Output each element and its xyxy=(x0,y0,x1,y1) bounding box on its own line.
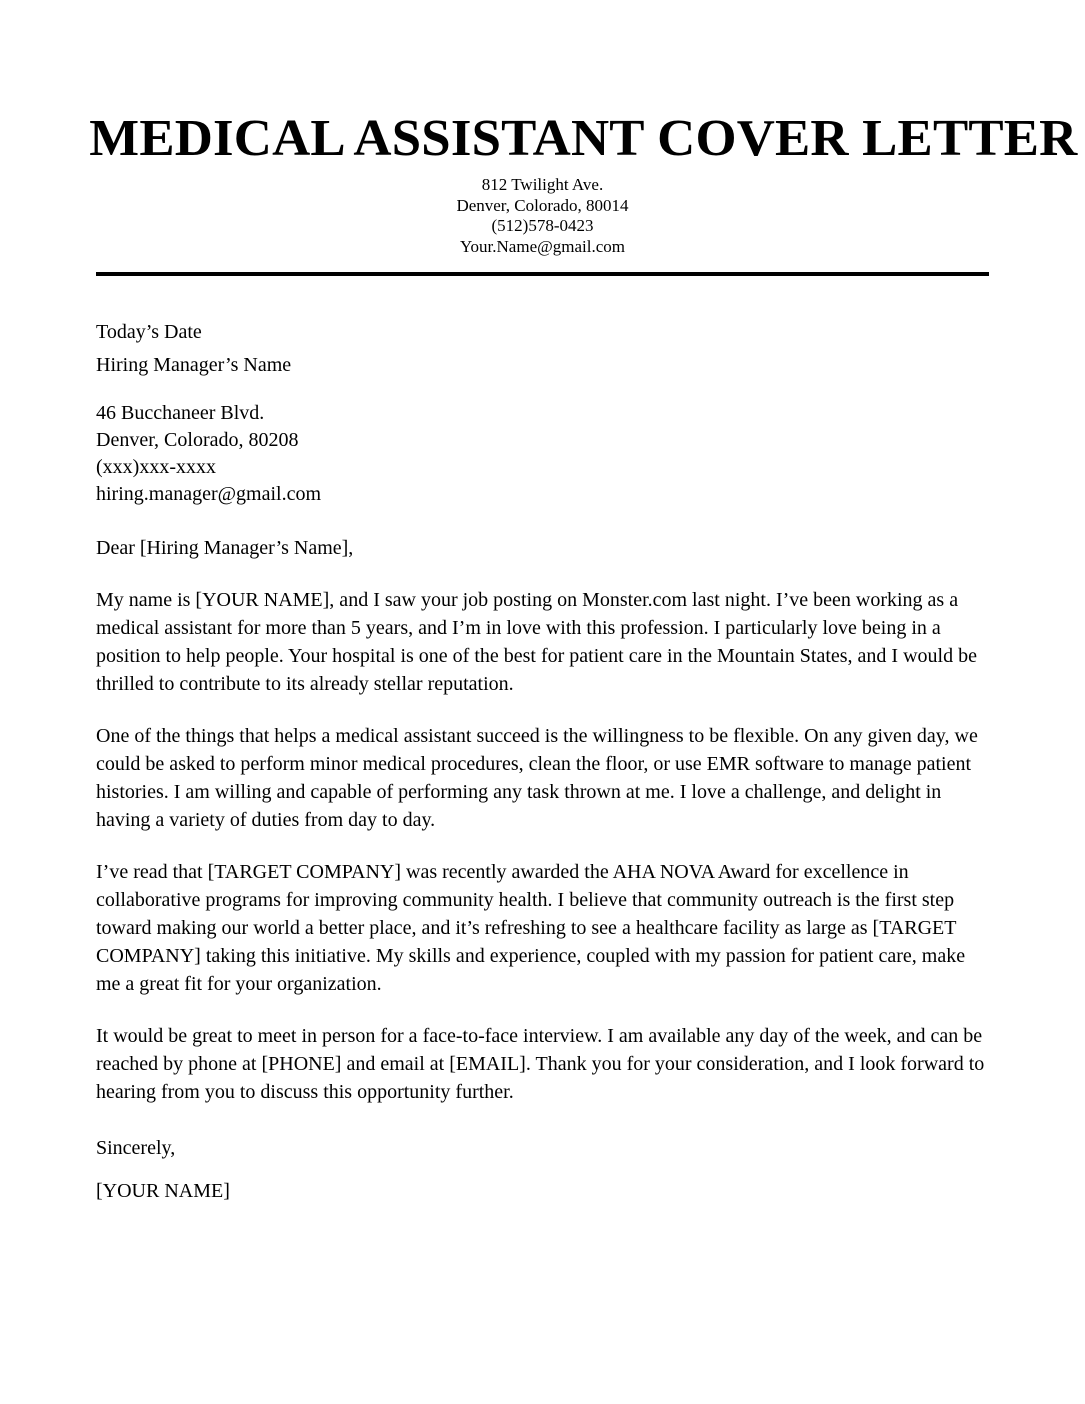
letterhead xyxy=(89,0,1078,276)
recipient-city-state-zip: Denver, Colorado, 80208 xyxy=(96,429,299,452)
header-divider-rule xyxy=(96,272,989,276)
recipient-phone: (xxx)xxx-xxxx xyxy=(96,456,216,479)
page-title: MEDICAL ASSISTANT COVER LETTER xyxy=(89,110,1078,167)
body-paragraph-3: I’ve read that [TARGET COMPANY] was recently awarded the AHA NOVA Award for excellence in collaborative programs for improving community health. I believe that community outreach is the first step toward making our world a better place, and it’s refreshing to see a healthcare facility as large as [TARGET COMPANY] taking this initiative. My skills and experience, coupled with my passion for patient care, make me a great fit for your organization. xyxy=(96,861,966,996)
sender-contact-block xyxy=(96,175,989,257)
sender-street-address: 812 Twilight Ave. xyxy=(481,175,604,195)
letter-body xyxy=(96,316,989,1205)
valediction: Sincerely, xyxy=(96,1137,176,1160)
body-paragraph-2: One of the things that helps a medical assistant succeed is the willingness to be flexible. On any given day, we could be asked to perform minor medical procedures, clean the floor, or use EMR software to manage patient histories. I am willing and capable of performing any task thrown at me. I love a challenge, and delight in having a variety of duties from day to day. xyxy=(96,725,978,832)
signature-name: [YOUR NAME] xyxy=(96,1180,230,1203)
closing-block xyxy=(96,1134,989,1205)
sender-email: Your.Name@gmail.com xyxy=(459,236,626,256)
document-content xyxy=(89,0,1078,1205)
recipient-address-block xyxy=(96,400,989,508)
letter-meta-block xyxy=(96,316,989,382)
recipient-email: hiring.manager@gmail.com xyxy=(96,483,322,506)
recipient-street-address: 46 Bucchaneer Blvd. xyxy=(96,402,265,425)
sender-phone: (512)578-0423 xyxy=(491,216,594,236)
body-paragraph-4: It would be great to meet in person for a face-to-face interview. I am available any day of the week, and can be reached by phone at [PHONE] and email at [EMAIL]. Thank you for your consideration, and I look forward to hearing from you to discuss this opportunity further. xyxy=(96,1025,985,1104)
date-line: Today’s Date xyxy=(96,321,202,344)
salutation-line: Dear [Hiring Manager’s Name], xyxy=(96,537,354,560)
sender-city-state-zip: Denver, Colorado, 80014 xyxy=(456,195,629,215)
body-paragraph-1: My name is [YOUR NAME], and I saw your job posting on Monster.com last night. I’ve been working as a medical assistant for more than 5 years, and I’m in love with this profession. I particularly love being in a position to help people. Your hospital is one of the best for patient care in the Mountain States, and I would be thrilled to contribute to its already stellar reputation. xyxy=(96,589,977,696)
recipient-name-line: Hiring Manager’s Name xyxy=(96,354,292,377)
